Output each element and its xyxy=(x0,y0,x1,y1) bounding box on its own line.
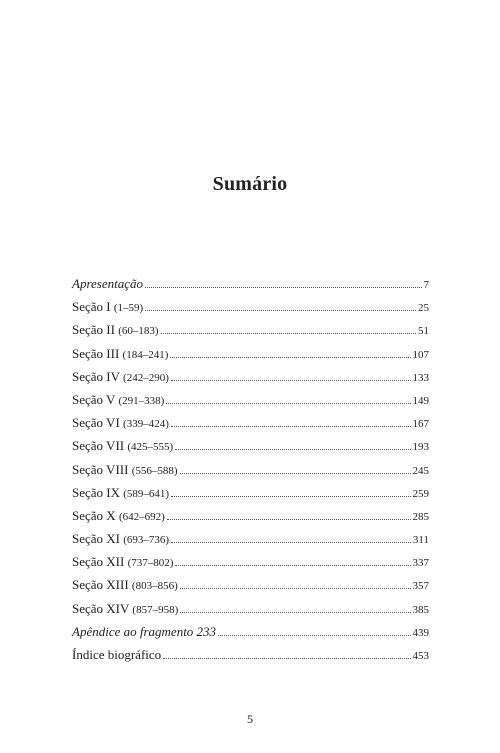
toc-entry-title xyxy=(72,415,169,431)
toc-entry xyxy=(72,369,429,392)
toc-entry-label: Seção XIII xyxy=(72,577,129,593)
toc-entry-page: 439 xyxy=(412,626,429,639)
toc-entry-label: Seção I xyxy=(72,299,111,315)
toc-entry-label: Seção II xyxy=(72,322,115,338)
toc-entry xyxy=(72,508,429,531)
toc-entry-range: (589–641) xyxy=(123,487,170,500)
toc-entry-page: 193 xyxy=(412,441,429,454)
dot-leader xyxy=(163,658,410,659)
page-number: 5 xyxy=(247,712,253,726)
toc-entry-label: Seção XIV xyxy=(72,600,130,616)
toc-entry xyxy=(72,276,429,299)
toc-entry-page: 133 xyxy=(412,371,429,384)
dot-leader xyxy=(171,542,411,543)
dot-leader xyxy=(166,403,410,404)
toc-entry-range: (60–183) xyxy=(118,325,159,338)
toc-entry-label: Seção X xyxy=(72,507,116,523)
toc-entry-label: Seção IV xyxy=(72,368,120,384)
dot-leader xyxy=(180,588,411,589)
toc-entry xyxy=(72,299,429,322)
toc-entry xyxy=(72,647,429,670)
toc-entry-range: (803–856) xyxy=(131,580,178,593)
toc-entry-label: Seção V xyxy=(72,391,116,407)
toc-entry-title xyxy=(72,438,173,454)
dot-leader xyxy=(171,426,411,427)
toc-entry-range: (291–338) xyxy=(118,394,165,407)
toc-entry-title xyxy=(72,601,178,617)
toc-entry-range: (642–692) xyxy=(118,510,165,523)
toc-entry xyxy=(72,438,429,461)
dot-leader xyxy=(171,496,410,497)
toc-entry-label: Seção XII xyxy=(72,554,125,570)
toc-entry-title xyxy=(72,624,216,640)
toc-entry-title xyxy=(72,462,178,478)
toc-entry-page: 167 xyxy=(412,418,429,431)
toc-entry-range: (339–424) xyxy=(123,418,169,431)
dot-leader xyxy=(170,357,410,358)
toc-entry-label: Índice biográfico xyxy=(72,647,162,662)
toc-entry xyxy=(72,485,429,508)
toc-entry-page: 7 xyxy=(423,279,429,291)
toc-entry-range: (425–555) xyxy=(127,441,174,454)
toc-entry-label: Seção XI xyxy=(72,531,121,547)
toc-entry-range: (693–736) xyxy=(123,534,170,547)
toc-entry-page: 51 xyxy=(418,325,429,338)
toc-entry-label: Seção VII xyxy=(72,438,125,454)
dot-leader xyxy=(218,635,410,636)
toc-entry xyxy=(72,346,429,369)
toc-entry-page: 453 xyxy=(412,650,429,662)
toc-entry-range: (857–958) xyxy=(132,603,179,616)
toc-entry-page: 25 xyxy=(418,302,429,315)
toc-entry-page: 311 xyxy=(412,534,429,547)
page-title: Sumário xyxy=(212,173,288,196)
toc-entry-page: 245 xyxy=(412,464,429,477)
toc-entry xyxy=(72,554,429,577)
toc-entry-page: 259 xyxy=(412,487,429,500)
toc-entry xyxy=(72,624,429,647)
toc-entry xyxy=(72,392,429,415)
toc-entry-range: (242–290) xyxy=(123,371,169,384)
table-of-contents xyxy=(72,276,429,670)
dot-leader xyxy=(180,612,410,613)
dot-leader xyxy=(145,310,416,311)
toc-entry-label: Seção VI xyxy=(72,415,120,431)
toc-entry-title xyxy=(72,647,161,663)
toc-entry-label: Seção VIII xyxy=(72,461,129,477)
toc-entry-title xyxy=(72,577,178,593)
toc-entry-title xyxy=(72,346,168,362)
toc-entry-page: 285 xyxy=(412,510,429,523)
toc-entry-title xyxy=(72,369,169,385)
toc-entry-range: (737–802) xyxy=(127,557,174,570)
toc-entry-title xyxy=(72,299,143,315)
toc-entry xyxy=(72,462,429,485)
toc-entry-range: (1–59) xyxy=(113,302,144,315)
toc-entry-page: 107 xyxy=(412,348,429,361)
dot-leader xyxy=(175,449,410,450)
toc-entry xyxy=(72,415,429,438)
dot-leader xyxy=(180,473,411,474)
toc-entry-title xyxy=(72,554,173,570)
toc-entry-label: Apêndice ao fragmento 233 xyxy=(72,623,217,639)
toc-entry-title xyxy=(72,531,169,547)
toc-entry xyxy=(72,601,429,624)
toc-entry xyxy=(72,322,429,345)
toc-entry-page: 385 xyxy=(412,603,429,616)
toc-entry xyxy=(72,577,429,600)
toc-entry-label: Seção IX xyxy=(72,484,121,500)
toc-entry-title xyxy=(72,322,159,338)
toc-entry-range: (184–241) xyxy=(122,348,169,361)
dot-leader xyxy=(171,380,411,381)
toc-entry-title xyxy=(72,276,143,292)
toc-entry xyxy=(72,531,429,554)
dot-leader xyxy=(145,287,422,288)
toc-entry-label: Apresentação xyxy=(72,276,143,291)
toc-entry-title xyxy=(72,392,164,408)
dot-leader xyxy=(161,333,416,334)
dot-leader xyxy=(175,565,410,566)
toc-entry-page: 357 xyxy=(412,580,429,593)
toc-entry-label: Seção III xyxy=(72,345,120,361)
toc-entry-page: 149 xyxy=(412,394,429,407)
toc-entry-title xyxy=(72,485,169,501)
toc-entry-range: (556–588) xyxy=(131,464,178,477)
dot-leader xyxy=(167,519,411,520)
toc-entry-page: 337 xyxy=(412,557,429,570)
toc-entry-title xyxy=(72,508,165,524)
